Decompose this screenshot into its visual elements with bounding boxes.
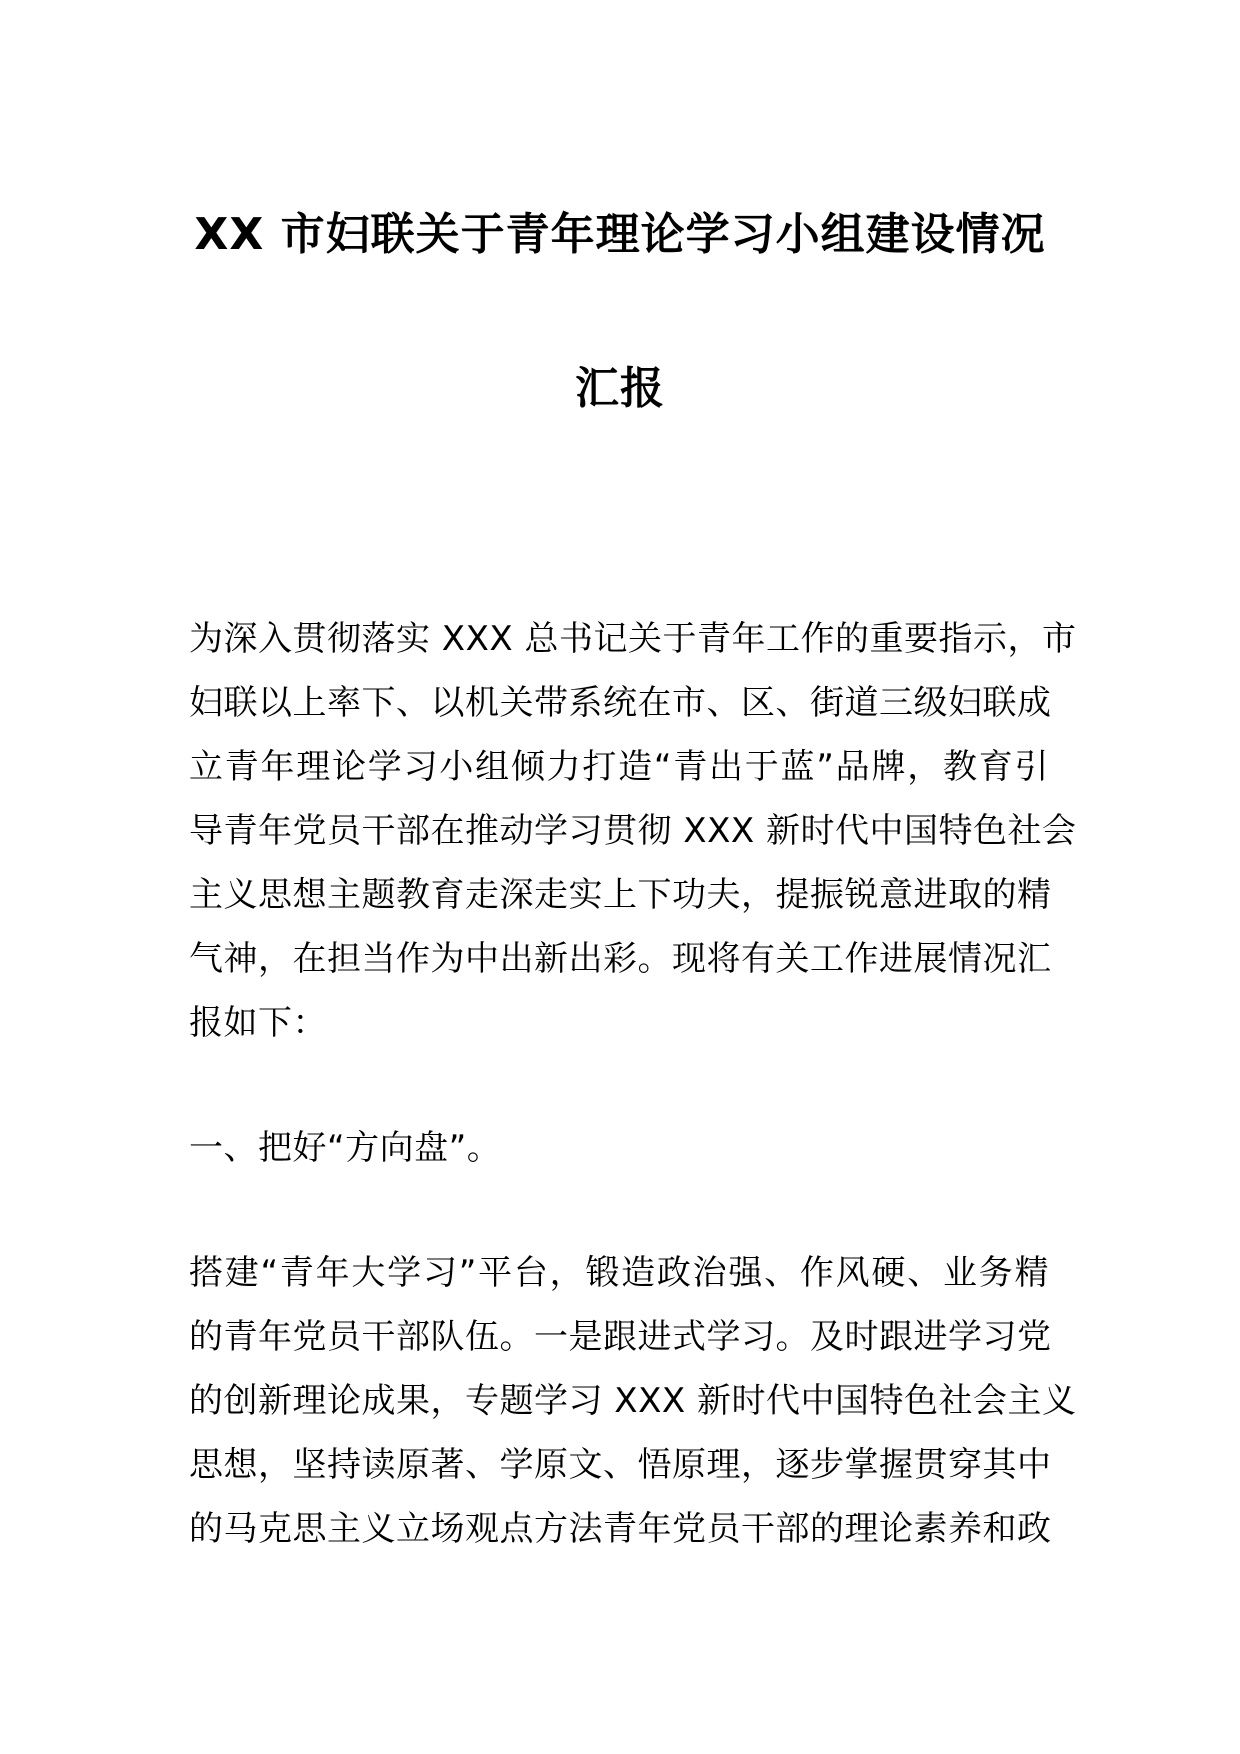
document-title-line-2: 汇报	[575, 363, 665, 414]
section-1-line: 的青年党员干部队伍。一是跟进式学习。及时跟进学习党	[189, 1317, 1052, 1357]
section-1-line: 思想，坚持读原著、学原文、悟原理，逐步掌握贯穿其中	[189, 1445, 1052, 1485]
section-1-line: 搭建“青年大学习”平台，锻造政治强、作风硬、业务精	[189, 1253, 1049, 1293]
intro-line: 主义思想主题教育走深走实上下功夫，提振锐意进取的精	[189, 875, 1052, 915]
document-title-line-1: XX 市妇联关于青年理论学习小组建设情况	[194, 209, 1046, 260]
section-1-heading: 一、把好“方向盘”。	[189, 1128, 502, 1168]
intro-line: 导青年党员干部在推动学习贯彻 XXX 新时代中国特色社会	[189, 811, 1077, 851]
intro-line: 报如下：	[189, 1003, 327, 1043]
intro-line: 为深入贯彻落实 XXX 总书记关于青年工作的重要指示，市	[189, 619, 1077, 659]
intro-line: 立青年理论学习小组倾力打造“青出于蓝”品牌，教育引	[189, 747, 1049, 787]
intro-line: 妇联以上率下、以机关带系统在市、区、街道三级妇联成	[189, 683, 1052, 723]
section-1-line: 的创新理论成果，专题学习 XXX 新时代中国特色社会主义	[189, 1381, 1077, 1421]
intro-line: 气神，在担当作为中出新出彩。现将有关工作进展情况汇	[189, 939, 1052, 979]
section-1-line: 的马克思主义立场观点方法青年党员干部的理论素养和政	[189, 1509, 1052, 1549]
